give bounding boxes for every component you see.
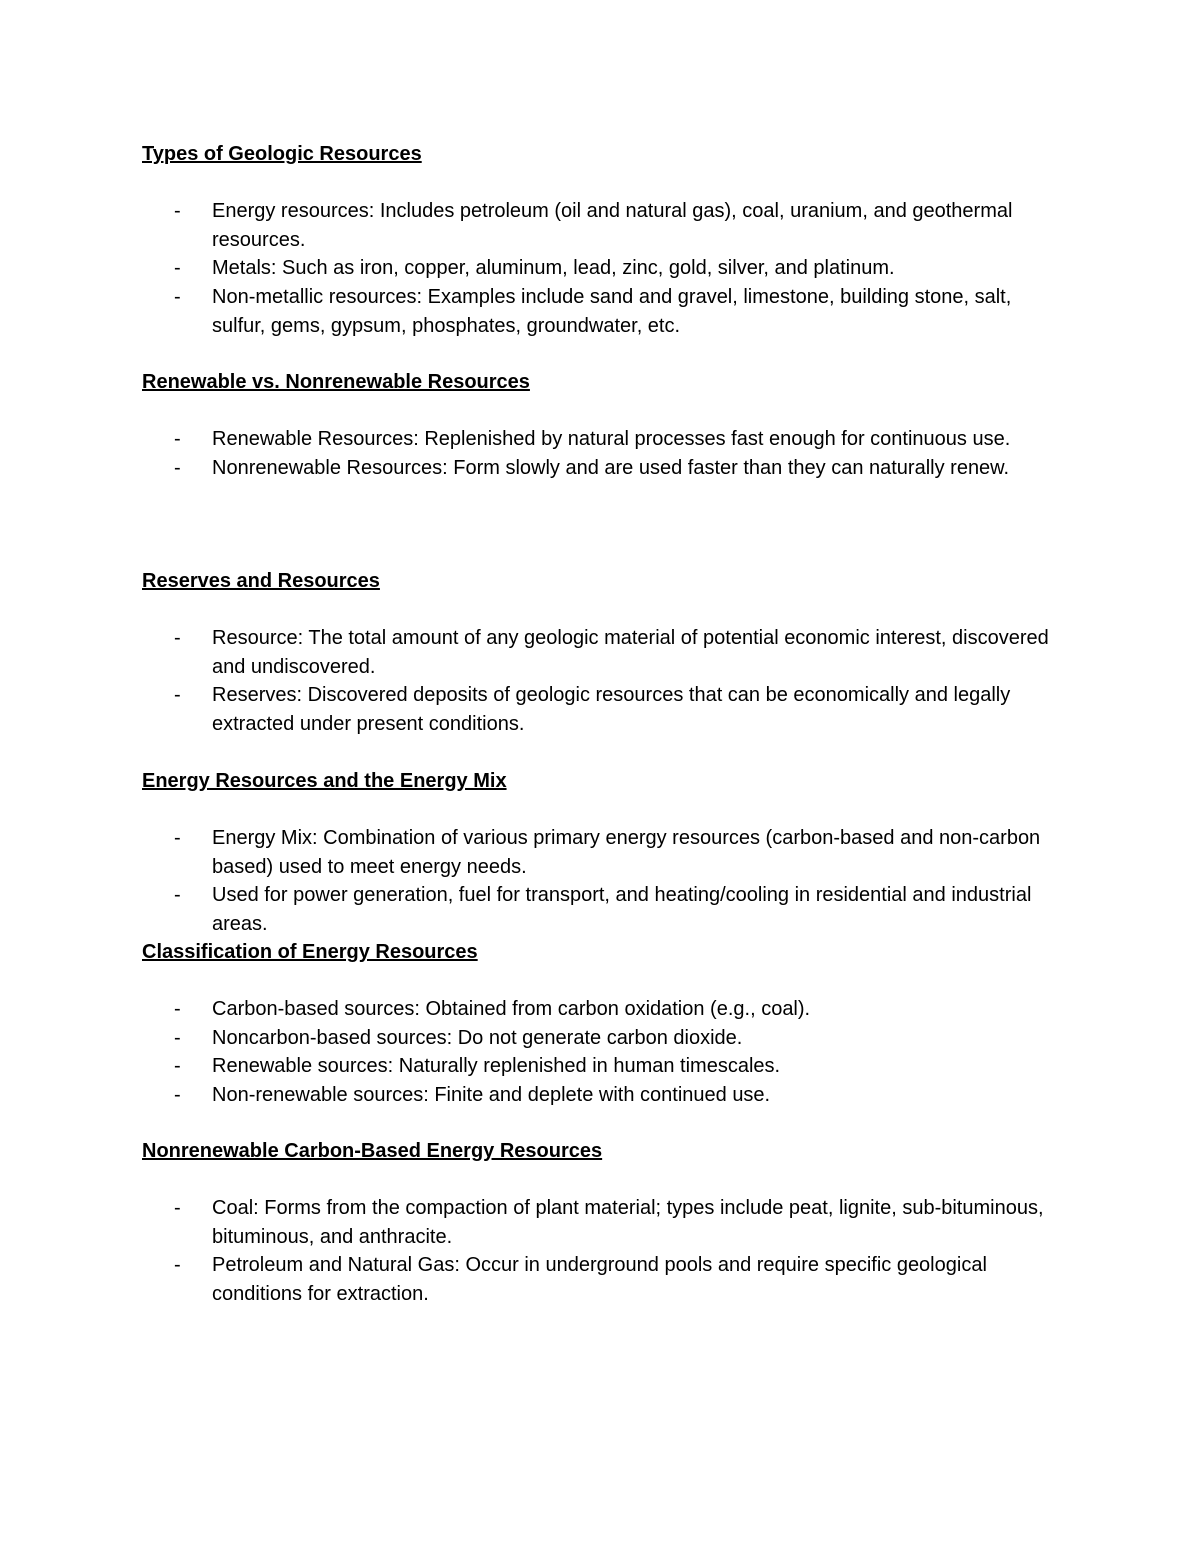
list-item-text: Energy resources: Includes petroleum (oil and natural gas), coal, uranium, and geothermal resources. (212, 200, 1013, 251)
list-item (142, 995, 1062, 1024)
list-item-text: Resource: The total amount of any geologic material of potential economic interest, discovered and undiscovered. (212, 627, 1049, 678)
dash-bullet: - (174, 428, 181, 450)
list-item (142, 283, 1062, 340)
section-heading: Renewable vs. Nonrenewable Resources (142, 371, 530, 393)
list-item (142, 1052, 1062, 1081)
list-item-text: Nonrenewable Resources: Form slowly and are used faster than they can naturally renew. (212, 456, 1010, 479)
dash-bullet: - (174, 257, 181, 280)
list-item (142, 624, 1062, 681)
list-item-text: Used for power generation, fuel for transport, and heating/cooling in residential and industrial areas. (212, 884, 1032, 936)
section-heading: Nonrenewable Carbon-Based Energy Resources (142, 1140, 603, 1162)
bullet-list (142, 197, 1062, 341)
dash-bullet: - (174, 1254, 181, 1277)
list-item-text: Reserves: Discovered deposits of geologic resources that can be economically and legally extracted under present conditions. (212, 684, 1011, 736)
list-item-text: Noncarbon-based sources: Do not generate carbon dioxide. (212, 1026, 743, 1049)
dash-bullet: - (174, 200, 181, 222)
dash-bullet: - (174, 1026, 181, 1049)
bullet-list (142, 1194, 1062, 1309)
list-item (142, 681, 1062, 738)
dash-bullet: - (174, 456, 181, 479)
list-item-text: Carbon-based sources: Obtained from carbon oxidation (e.g., coal). (212, 998, 811, 1020)
list-item-text: Energy Mix: Combination of various primary energy resources (carbon-based and non-carbon based) used to meet energy needs. (212, 827, 1041, 878)
list-item-text: Coal: Forms from the compaction of plant material; types include peat, lignite, sub-bituminous, bituminous, and anthracite. (212, 1197, 1044, 1248)
list-item (142, 425, 1062, 454)
list-item-text: Non-renewable sources: Finite and deplete with continued use. (212, 1084, 771, 1107)
list-item (142, 1024, 1062, 1053)
dash-bullet: - (174, 684, 181, 707)
list-item-text: Non-metallic resources: Examples include sand and gravel, limestone, building stone, salt, sulfur, gems, gypsum, phosphates, groundwater, etc. (212, 286, 1012, 337)
section-classification-of-energy-resources (142, 938, 1062, 1110)
section-renewable-vs-nonrenewable (142, 368, 1062, 482)
list-item (142, 824, 1062, 881)
section-reserves-and-resources (142, 567, 1062, 739)
list-item (142, 1081, 1062, 1110)
bullet-list (142, 995, 1062, 1110)
list-item (142, 1194, 1062, 1251)
section-heading: Energy Resources and the Energy Mix (142, 770, 507, 792)
dash-bullet: - (174, 1084, 181, 1107)
section-heading: Types of Geologic Resources (142, 143, 422, 165)
dash-bullet: - (174, 286, 181, 309)
dash-bullet: - (174, 1055, 181, 1078)
list-item-text: Renewable Resources: Replenished by natural processes fast enough for continuous use. (212, 428, 1011, 450)
dash-bullet: - (174, 884, 181, 907)
list-item (142, 881, 1062, 938)
bullet-list (142, 425, 1062, 482)
list-item (142, 197, 1062, 254)
section-heading: Reserves and Resources (142, 570, 380, 592)
bullet-list (142, 624, 1062, 739)
section-heading: Classification of Energy Resources (142, 941, 478, 963)
dash-bullet: - (174, 627, 181, 649)
dash-bullet: - (174, 998, 181, 1020)
list-item-text: Renewable sources: Naturally replenished in human timescales. (212, 1055, 781, 1078)
bullet-list (142, 824, 1062, 939)
section-energy-mix (142, 767, 1062, 939)
list-item (142, 454, 1062, 483)
list-item (142, 1251, 1062, 1308)
dash-bullet: - (174, 827, 181, 849)
section-nonrenewable-carbon-based (142, 1137, 1062, 1309)
list-item-text: Metals: Such as iron, copper, aluminum, lead, zinc, gold, silver, and platinum. (212, 257, 895, 280)
section-types-of-geologic-resources (142, 140, 1062, 341)
list-item (142, 254, 1062, 283)
dash-bullet: - (174, 1197, 181, 1219)
list-item-text: Petroleum and Natural Gas: Occur in underground pools and require specific geological conditions for extraction. (212, 1254, 987, 1306)
